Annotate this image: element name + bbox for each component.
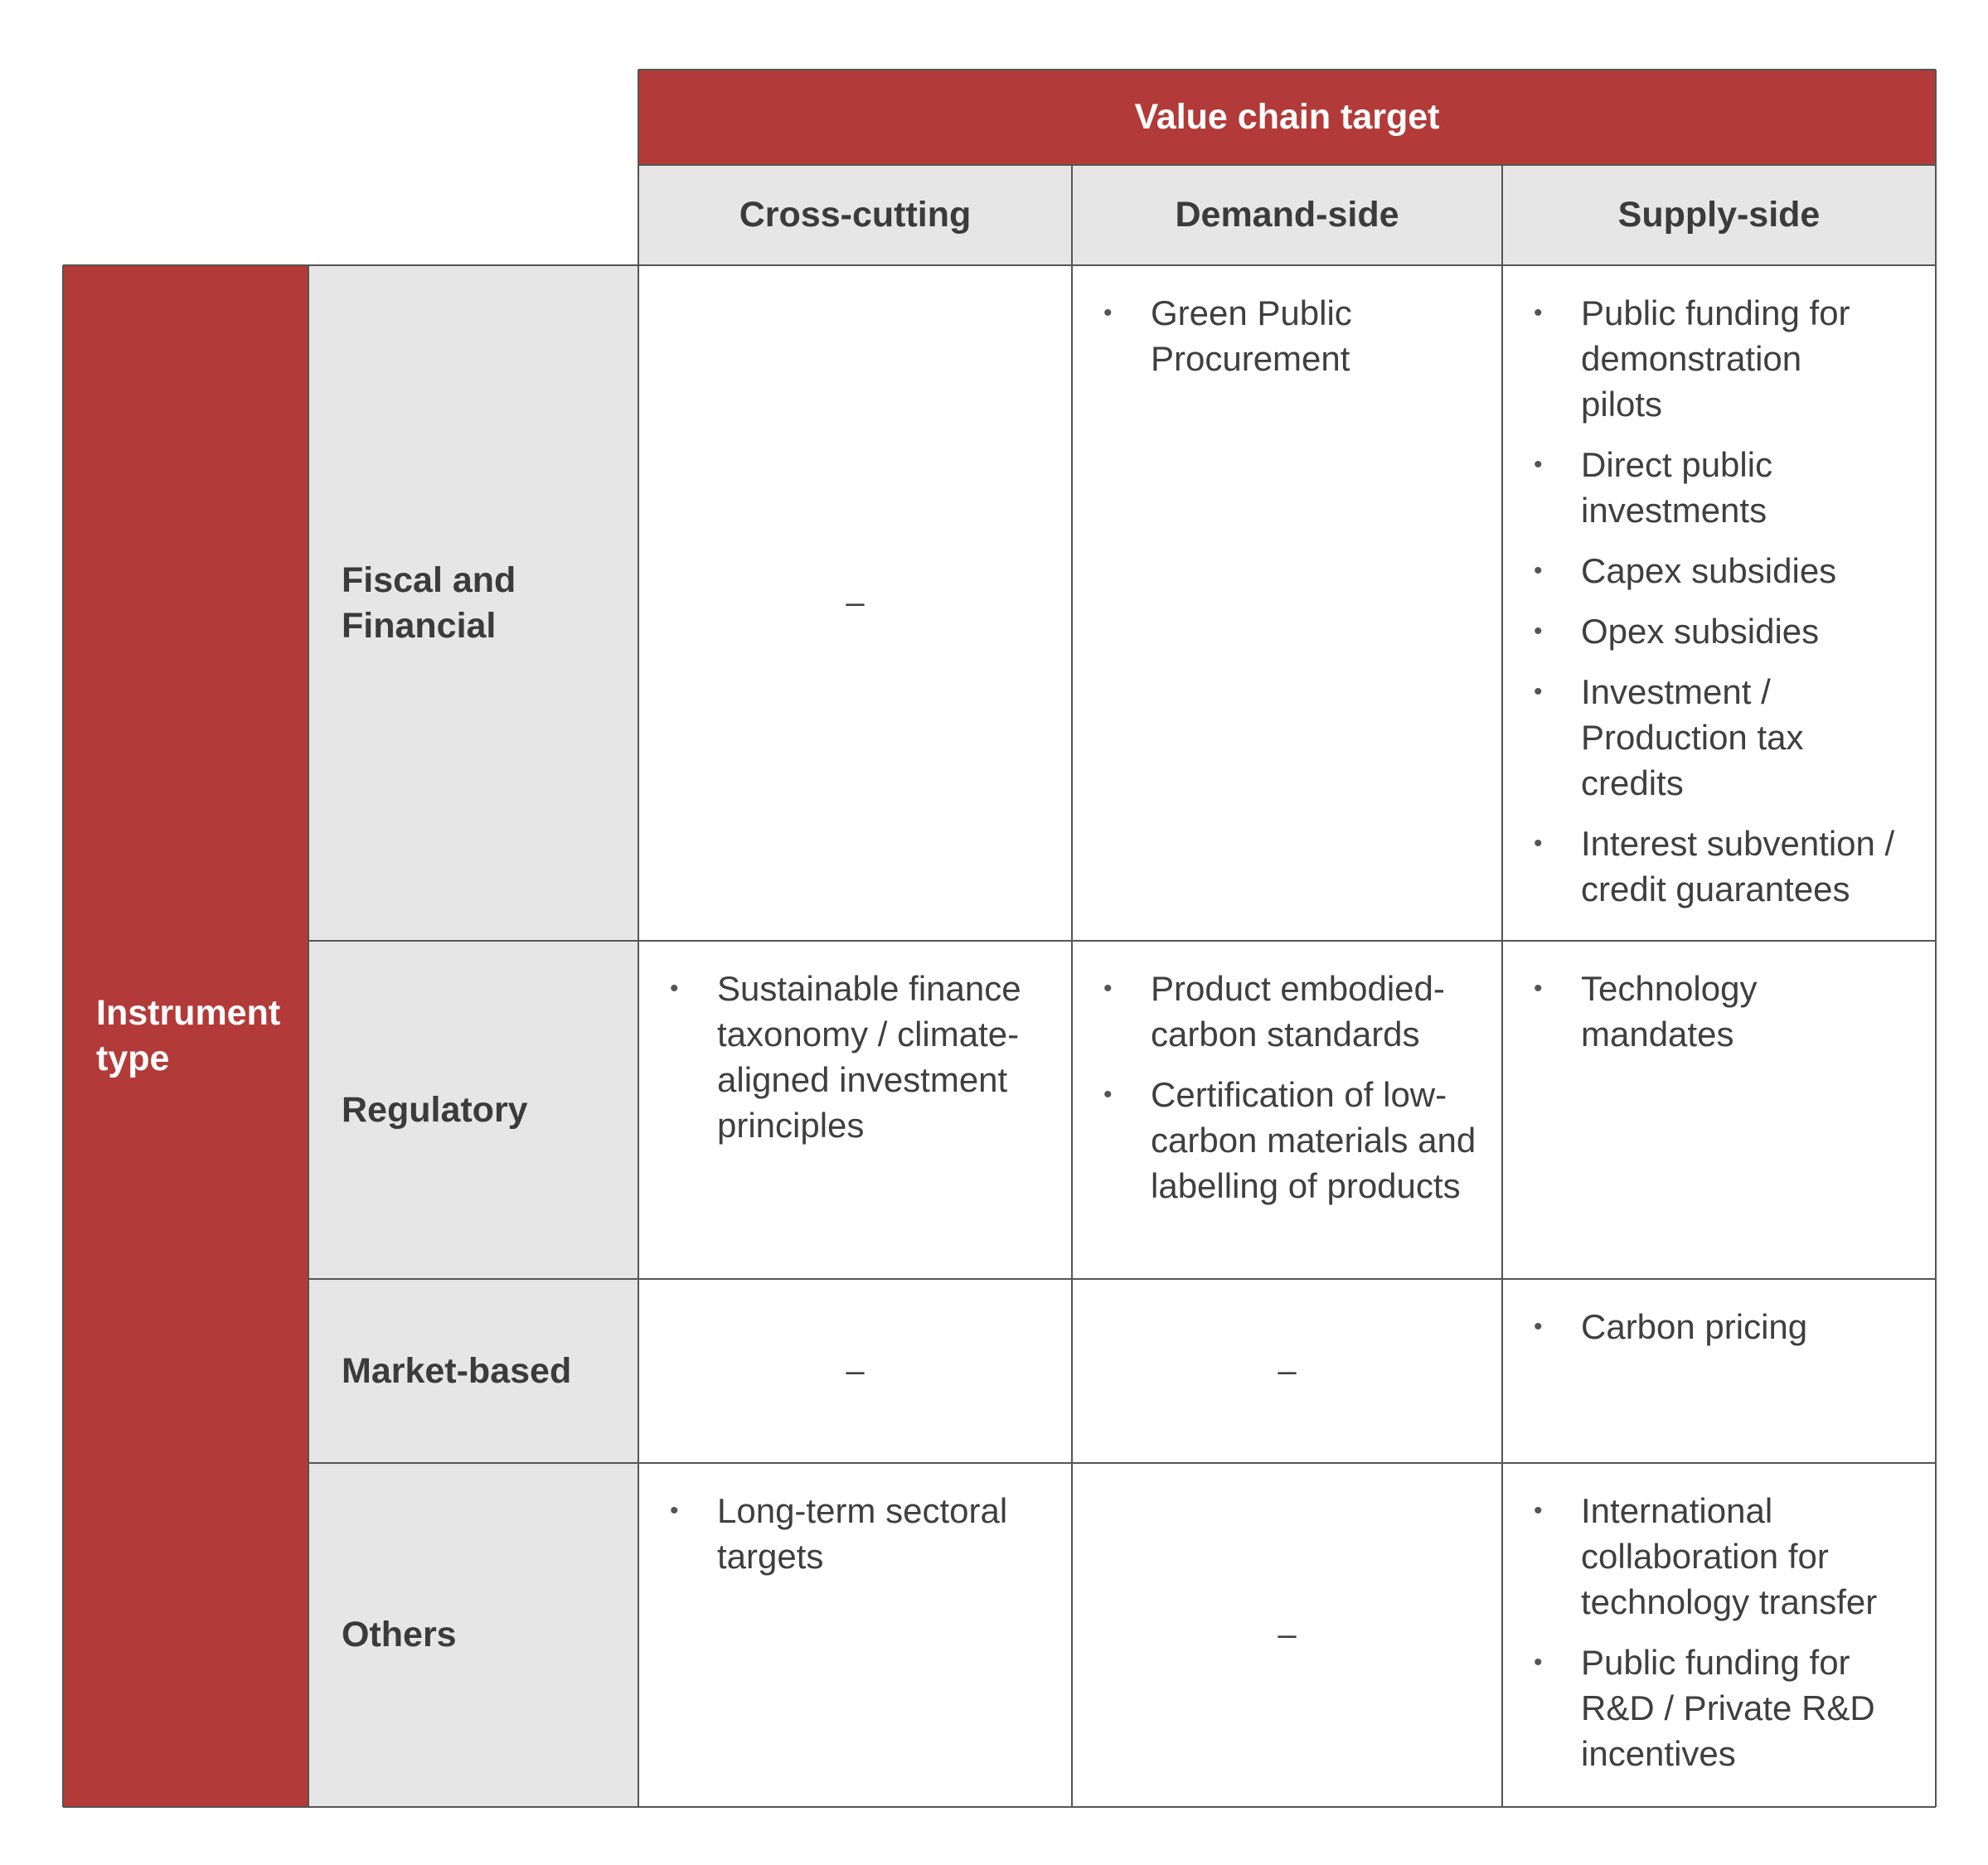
- cell-regulatory-supply-side: [1502, 941, 1936, 1279]
- row-header-label: Fiscal and Financial: [342, 560, 516, 646]
- list-item: • Long-term sectoral targets: [638, 1488, 1072, 1579]
- row-header-label: Others: [342, 1615, 457, 1654]
- column-header-cross-cutting: Cross-cutting: [638, 165, 1072, 265]
- list-item: • Capex subsidies: [1502, 548, 1936, 593]
- list-item: • Interest subvention / credit guarantees: [1502, 821, 1936, 912]
- list-item: • Public funding for R&D / Private R&D incentives: [1502, 1640, 1936, 1776]
- column-header-demand-side: Demand-side: [1072, 165, 1502, 265]
- row-header-others: [308, 1463, 638, 1807]
- cell-regulatory-cross-cutting: [638, 941, 1072, 1279]
- list-item: • Investment / Production tax credits: [1502, 669, 1936, 806]
- cell-regulatory-demand-side: [1072, 941, 1502, 1279]
- cell-others-supply-side: [1502, 1463, 1936, 1807]
- cell-others-cross-cutting: [638, 1463, 1072, 1807]
- row-header-market-based: [308, 1279, 638, 1463]
- list-item: • Opex subsidies: [1502, 608, 1936, 654]
- list-item: • Direct public investments: [1502, 442, 1936, 533]
- cell-others-demand-side: –: [1072, 1463, 1502, 1807]
- cell-market-demand-side: –: [1072, 1279, 1502, 1463]
- list-item: • International collaboration for technology transfer: [1502, 1488, 1936, 1625]
- list-item: • Carbon pricing: [1502, 1304, 1936, 1349]
- column-group-header: Value chain target: [638, 70, 1936, 165]
- list-item: • Product embodied-carbon standards: [1072, 966, 1502, 1057]
- row-group-header: [63, 265, 308, 1807]
- row-header-label: Regulatory: [342, 1089, 528, 1130]
- list-item: • Technology mandates: [1502, 966, 1936, 1057]
- row-header-label: Market-based: [342, 1350, 572, 1391]
- list-item: • Public funding for demonstration pilots: [1502, 290, 1936, 427]
- cell-fiscal-supply-side: [1502, 265, 1936, 941]
- cell-market-supply-side: [1502, 1279, 1936, 1463]
- cell-market-cross-cutting: –: [638, 1279, 1072, 1463]
- cell-fiscal-demand-side: [1072, 265, 1502, 941]
- cell-fiscal-cross-cutting: –: [638, 265, 1072, 941]
- row-group-header-label: Instrument type: [96, 993, 281, 1078]
- column-header-supply-side: Supply-side: [1502, 165, 1936, 265]
- list-item: • Green Public Procurement: [1072, 290, 1502, 381]
- list-item: • Certification of low-carbon materials and labelling of products: [1072, 1072, 1502, 1209]
- row-header-fiscal-financial: [308, 265, 638, 941]
- row-header-regulatory: [308, 941, 638, 1279]
- list-item: • Sustainable finance taxonomy / climate-aligned investment principles: [638, 966, 1072, 1148]
